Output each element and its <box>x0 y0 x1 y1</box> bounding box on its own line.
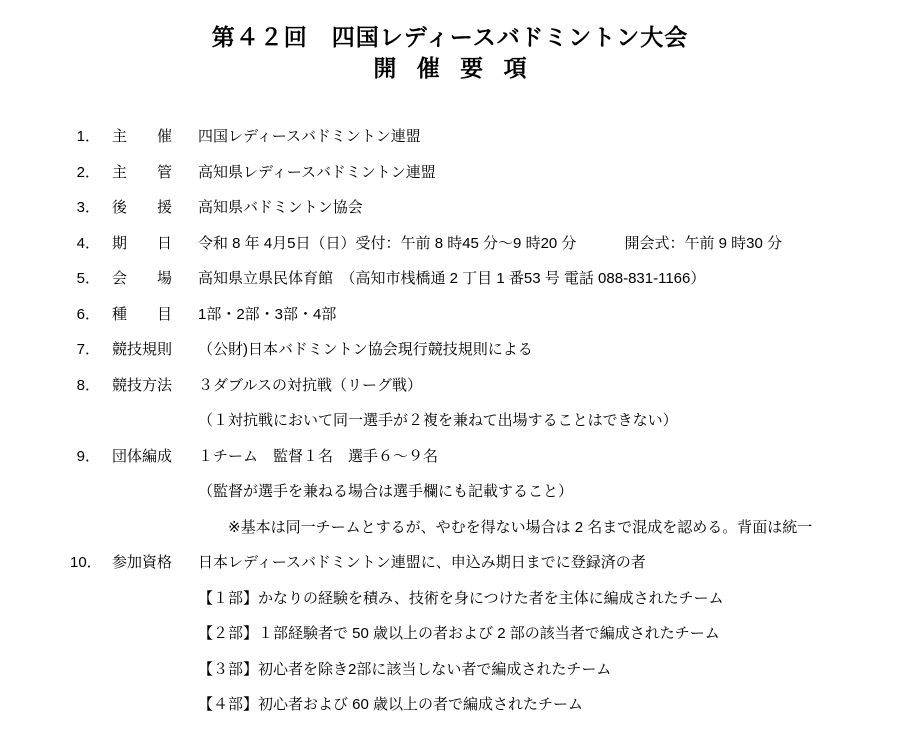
item-value: 高知県バドミントン協会 <box>198 199 363 217</box>
note-text: （監督が選手を兼ねる場合は選手欄にも記載すること） <box>198 483 574 501</box>
list-item <box>70 162 880 185</box>
note-row <box>70 517 880 540</box>
division-row <box>70 659 880 682</box>
spacer <box>70 517 228 540</box>
division-row <box>70 588 880 611</box>
note-row <box>70 481 880 504</box>
item-value: （公財)日本バドミントン協会現行競技規則による <box>198 341 533 359</box>
page-subtitle: 開 催 要 項 <box>373 55 534 82</box>
item-number: 2． <box>76 163 100 181</box>
item-value: 高知県レディースバドミントン連盟 <box>198 163 436 181</box>
item-number: 10． <box>70 554 102 572</box>
spacer <box>70 410 198 433</box>
item-value-extra: 開会式：午前 9 時30 分 <box>624 234 782 252</box>
item-number: 4． <box>76 234 100 252</box>
list-item <box>70 339 880 362</box>
item-value: 四国レディースバドミントン連盟 <box>198 128 421 146</box>
division-text: 【１部】かなりの経験を積み、技術を身につけた者を主体に編成されたチーム <box>198 589 724 607</box>
list-item <box>70 375 880 398</box>
note-text: ※基本は同一チームとするが、やむを得ない場合は 2 名まで混成を認める。背面は統一 <box>228 518 813 536</box>
spacer <box>70 694 198 717</box>
item-value: １チーム 監督１名 選手６〜９名 <box>198 447 439 465</box>
item-value: 日本レディースバドミントン連盟に、申込み期日までに登録済の者 <box>198 554 646 572</box>
spacer <box>70 588 198 611</box>
list-item <box>70 552 880 575</box>
item-label: 参加資格 <box>112 554 173 572</box>
item-number: 9． <box>76 447 100 465</box>
page-title: 第４２回 四国レディースバドミントン大会 <box>211 24 689 50</box>
division-row <box>70 694 880 717</box>
division-row <box>70 623 880 646</box>
list-item <box>70 233 880 256</box>
item-label: 会 場 <box>112 270 173 288</box>
item-number: 6． <box>76 305 100 323</box>
item-label: 団体編成 <box>112 447 173 465</box>
item-value-main: 令和 8 年 4月5日（日）受付：午前 8 時45 分〜9 時20 分 <box>198 234 577 252</box>
item-label: 種 目 <box>112 305 173 323</box>
item-label: 競技方法 <box>112 376 173 394</box>
item-number: 7． <box>76 341 100 359</box>
item-label: 主 管 <box>112 163 173 181</box>
item-label: 期 日 <box>112 234 173 252</box>
item-number: 5． <box>76 270 100 288</box>
item-value: 1部・2部・3部・4部 <box>198 305 337 323</box>
division-text: 【２部】１部経験者で 50 歳以上の者および 2 部の該当者で編成されたチーム <box>198 625 720 643</box>
list-item <box>70 268 880 291</box>
document-title-block <box>0 0 900 84</box>
item-value <box>198 233 880 256</box>
item-value: ３ダブルスの対抗戦（リーグ戦） <box>198 376 422 394</box>
item-value: 高知県立県民体育館 （高知市桟橋通 2 丁目 1 番53 号 電話 088-831-1166） <box>198 270 706 288</box>
list-item <box>70 126 880 149</box>
division-text: 【３部】初心者を除き2部に該当しない者で編成されたチーム <box>198 660 612 678</box>
item-number: 1． <box>76 128 100 146</box>
list-item <box>70 446 880 469</box>
list-item <box>70 304 880 327</box>
spacer <box>70 481 198 504</box>
item-label: 競技規則 <box>112 341 173 359</box>
note-text: （１対抗戦において同一選手が２複を兼ねて出場することはできない） <box>198 412 678 430</box>
item-label: 後 援 <box>112 199 173 217</box>
spacer <box>70 623 198 646</box>
division-text: 【４部】初心者および 60 歳以上の者で編成されたチーム <box>198 696 584 714</box>
list-item <box>70 197 880 220</box>
item-number: 3． <box>76 199 100 217</box>
note-row <box>70 410 880 433</box>
item-number: 8． <box>76 376 100 394</box>
spacer <box>70 659 198 682</box>
item-label: 主 催 <box>112 128 173 146</box>
document-body <box>0 126 900 717</box>
